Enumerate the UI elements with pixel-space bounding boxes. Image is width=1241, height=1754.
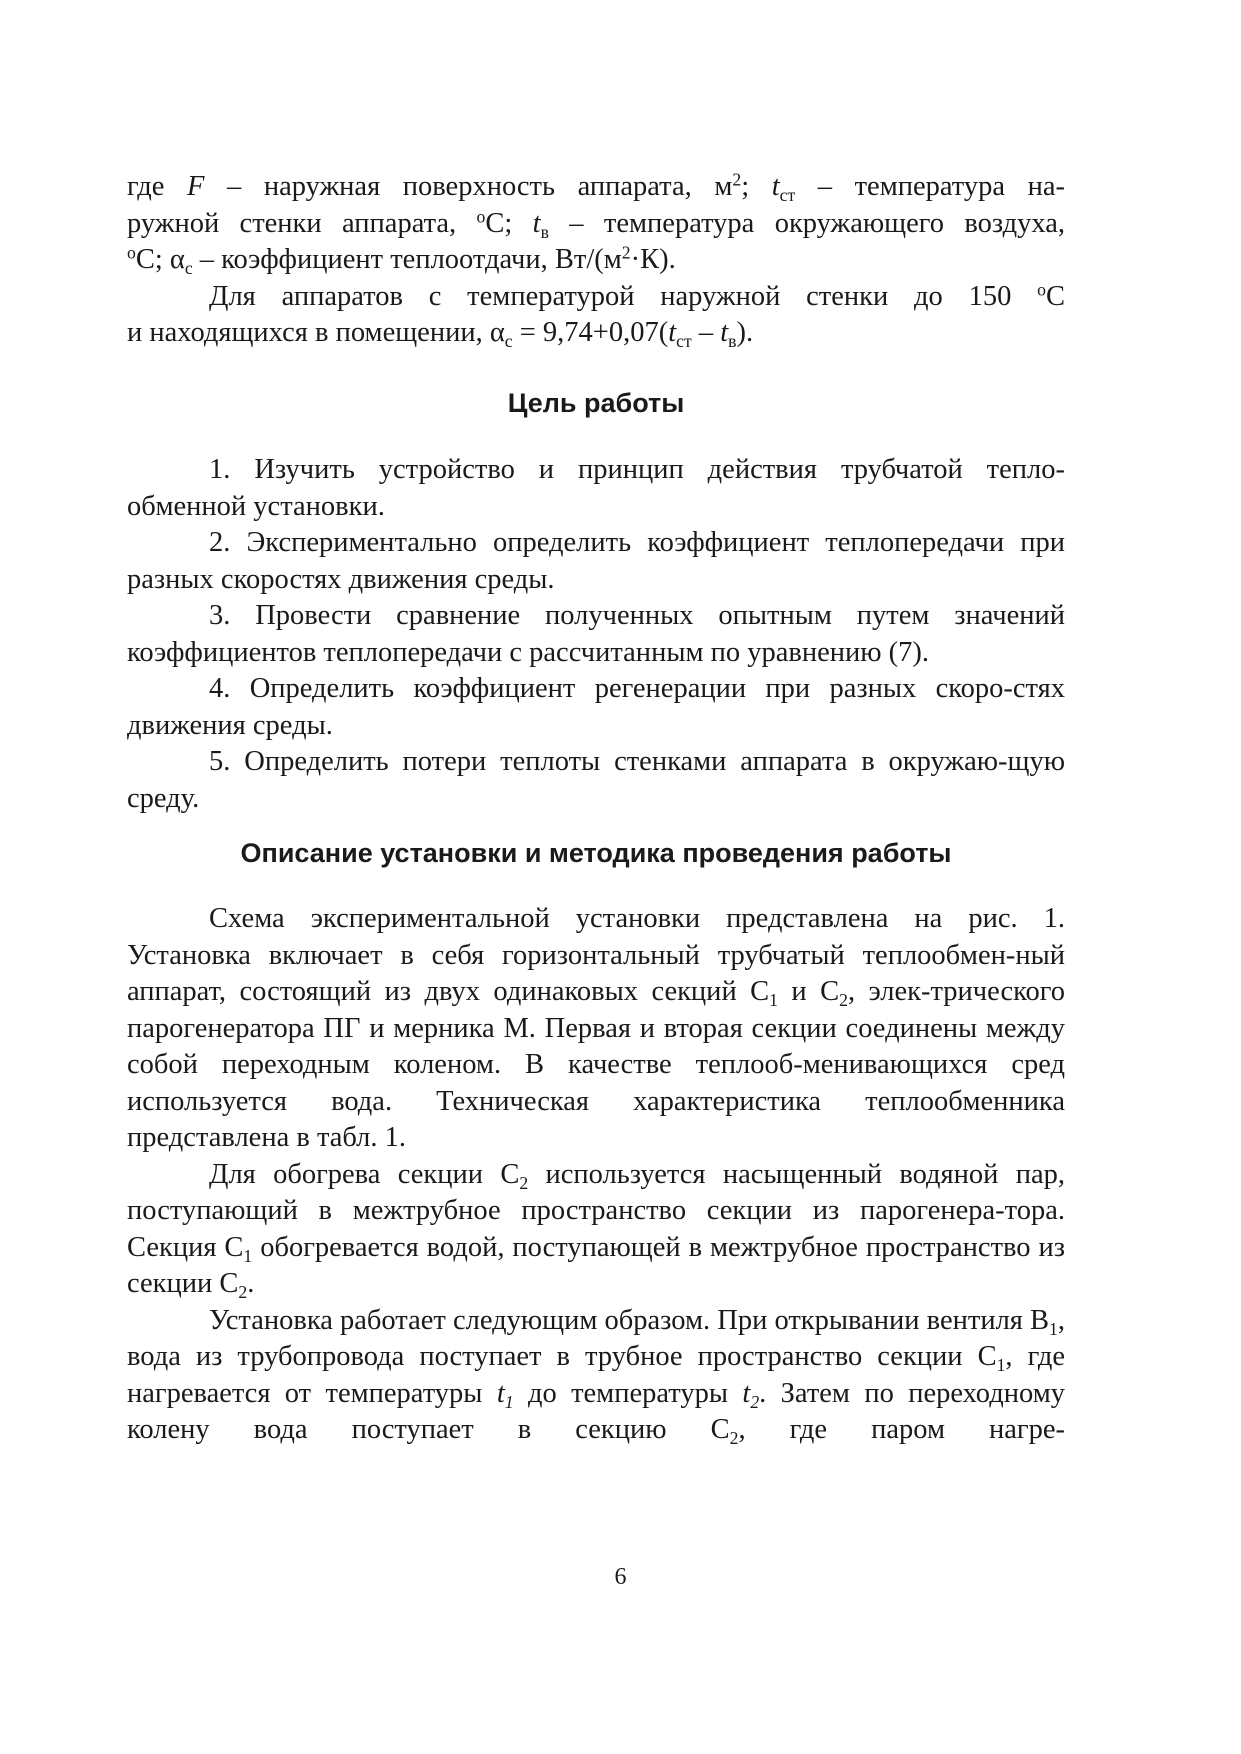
goal-item: 3. Провести сравнение полученных опытным путем значений коэффициентов теплопередачи с рассчитанным по уравнению (7). xyxy=(127,600,1065,668)
intro-line: ружной стенки аппарата, $^o$С; $t_в$ – температура окружающего воздуха, xyxy=(127,205,1066,242)
intro-line: где F – наружная поверхность аппарата, $м^2$; $t_{ст}$ – температура на- xyxy=(127,169,1065,206)
method-paragraph: Схема экспериментальной установки представлена на рис. 1. Установка включает в себя горизонтальный трубчатый теплообмен-ный аппарат, состоящий из двух одинаковых секций $С_1$ и $С_2$, элек-трического парогенератора ПГ и мерника М. Первая и вторая секции соединены между собой переходным коленом. В качестве теплооб-менивающихся сред используется вода. Техническая характеристика теплообменника представлена в табл. 1. xyxy=(127,903,1065,1153)
section-heading-goal: Цель работы xyxy=(507,388,685,418)
goal-item: 5. Определить потери теплоты стенками аппарата в окружаю-щую среду. xyxy=(127,746,1065,814)
goal-item: 2. Экспериментально определить коэффициент теплопередачи при разных скоростях движения среды. xyxy=(127,527,1065,595)
goal-item: 4. Определить коэффициент регенерации при разных скоро-стях движения среды. xyxy=(127,673,1065,741)
method-body xyxy=(127,901,1065,1449)
formula-line: и находящихся в помещении, $\alpha_с = 9,74+0,07(t_{ст} - t_в)$. xyxy=(127,317,754,352)
intro-paragraph xyxy=(127,169,1065,352)
page-number: 6 xyxy=(614,1564,627,1590)
method-paragraph: Установка работает следующим образом. При открывании вентиля $В_1$, вода из трубопровода поступает в трубное пространство секции $С_1$, где нагревается от температуры $t_1$ до температуры $t_2$. Затем по переходному колену вода поступает в секцию $С_2$, где паром нагре- xyxy=(127,1304,1066,1449)
goal-list xyxy=(127,452,1065,817)
goal-item: 1. Изучить устройство и принцип действия трубчатой тепло-обменной установки. xyxy=(127,454,1065,522)
section-heading-method: Описание установки и методика проведения работы xyxy=(240,838,952,868)
method-paragraph: Для обогрева секции $С_2$ используется насыщенный водяной пар, поступающий в межтрубное пространство секции из парогенера-тора. Секция $С_1$ обогревается водой, поступающей в межтрубное пространство из секции $С_2$. xyxy=(127,1158,1065,1303)
intro-line: $^o$С; $\alpha_с$ – коэффициент теплоотдачи, $Вт/(м^2\cdot К)$. xyxy=(127,242,676,279)
intro-line: Для аппаратов с температурой наружной стенки до 150 $^o$С xyxy=(209,278,1065,312)
